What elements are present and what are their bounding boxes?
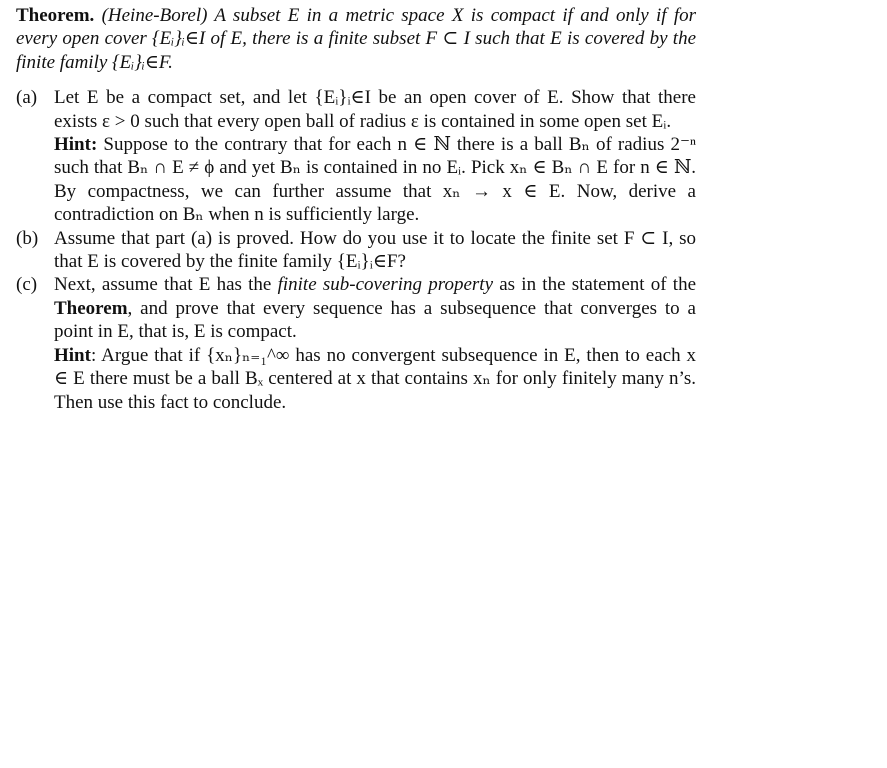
- part-c: [16, 273, 696, 413]
- part-a-hint-label: Hint:: [54, 134, 98, 156]
- part-c-emphasis: finite sub-covering property: [277, 274, 494, 296]
- theorem-statement: [16, 4, 696, 74]
- document: [16, 4, 696, 414]
- part-b: [16, 227, 696, 274]
- part-a-hint: [54, 133, 696, 227]
- part-c-hint-label: Hint: [54, 344, 91, 366]
- part-c-text-after: , and prove that every sequence has a subsequence that converges to a point in E, that is, E is compact.: [54, 297, 696, 343]
- part-b-label: (b): [16, 227, 39, 249]
- part-a-label: (a): [16, 87, 38, 109]
- part-c-text: [54, 273, 696, 343]
- theorem-body: (Heine-Borel) A subset E in a metric space X is compact if and only if for every open cover {Eᵢ}ᵢ∈I of E, there is a finite subset F ⊂ I such that E is covered by the finite family {Eᵢ}ᵢ∈F.: [16, 5, 697, 73]
- part-a: [16, 86, 696, 226]
- part-b-body: [54, 227, 696, 274]
- part-c-text-mid: as in the statement of the: [499, 274, 697, 296]
- part-c-strong: Theorem: [54, 297, 128, 319]
- part-c-text-before: Next, assume that E has the: [54, 274, 272, 296]
- part-a-text: Let E be a compact set, and let {Eᵢ}ᵢ∈I be an open cover of E. Show that there exists ε > 0 such that every open ball of radius ε is contained in some open set Eᵢ.: [54, 87, 696, 132]
- theorem-label: Theorem.: [16, 5, 95, 26]
- part-a-hint-text: Suppose to the contrary that for each n ∈ ℕ there is a ball Bₙ of radius 2⁻ⁿ such that Bₙ ∩ E ≠ ϕ and yet Bₙ is contained in no Eᵢ. Pick xₙ ∈ Bₙ ∩ E for n ∈ ℕ. By compactness, we can further assume that xₙ → x ∈ E. Now, derive a contradiction on Bₙ when n is sufficiently large.: [54, 134, 697, 226]
- part-c-hint: [54, 344, 696, 414]
- part-c-hint-text: : Argue that if {xₙ}ₙ₌₁^∞ has no convergent subsequence in E, then to each x ∈ E there must be a ball Bₓ centered at x that contains xₙ for only finitely many n’s. Then use this fact to conclude.: [54, 344, 696, 413]
- part-b-text: Assume that part (a) is proved. How do you use it to locate the finite set F ⊂ I, so that E is covered by the finite family {Eᵢ}ᵢ∈F?: [54, 227, 696, 273]
- exercise-parts: [16, 86, 696, 414]
- part-c-label: (c): [16, 274, 38, 296]
- part-a-body: [54, 86, 696, 226]
- part-c-body: [54, 273, 696, 413]
